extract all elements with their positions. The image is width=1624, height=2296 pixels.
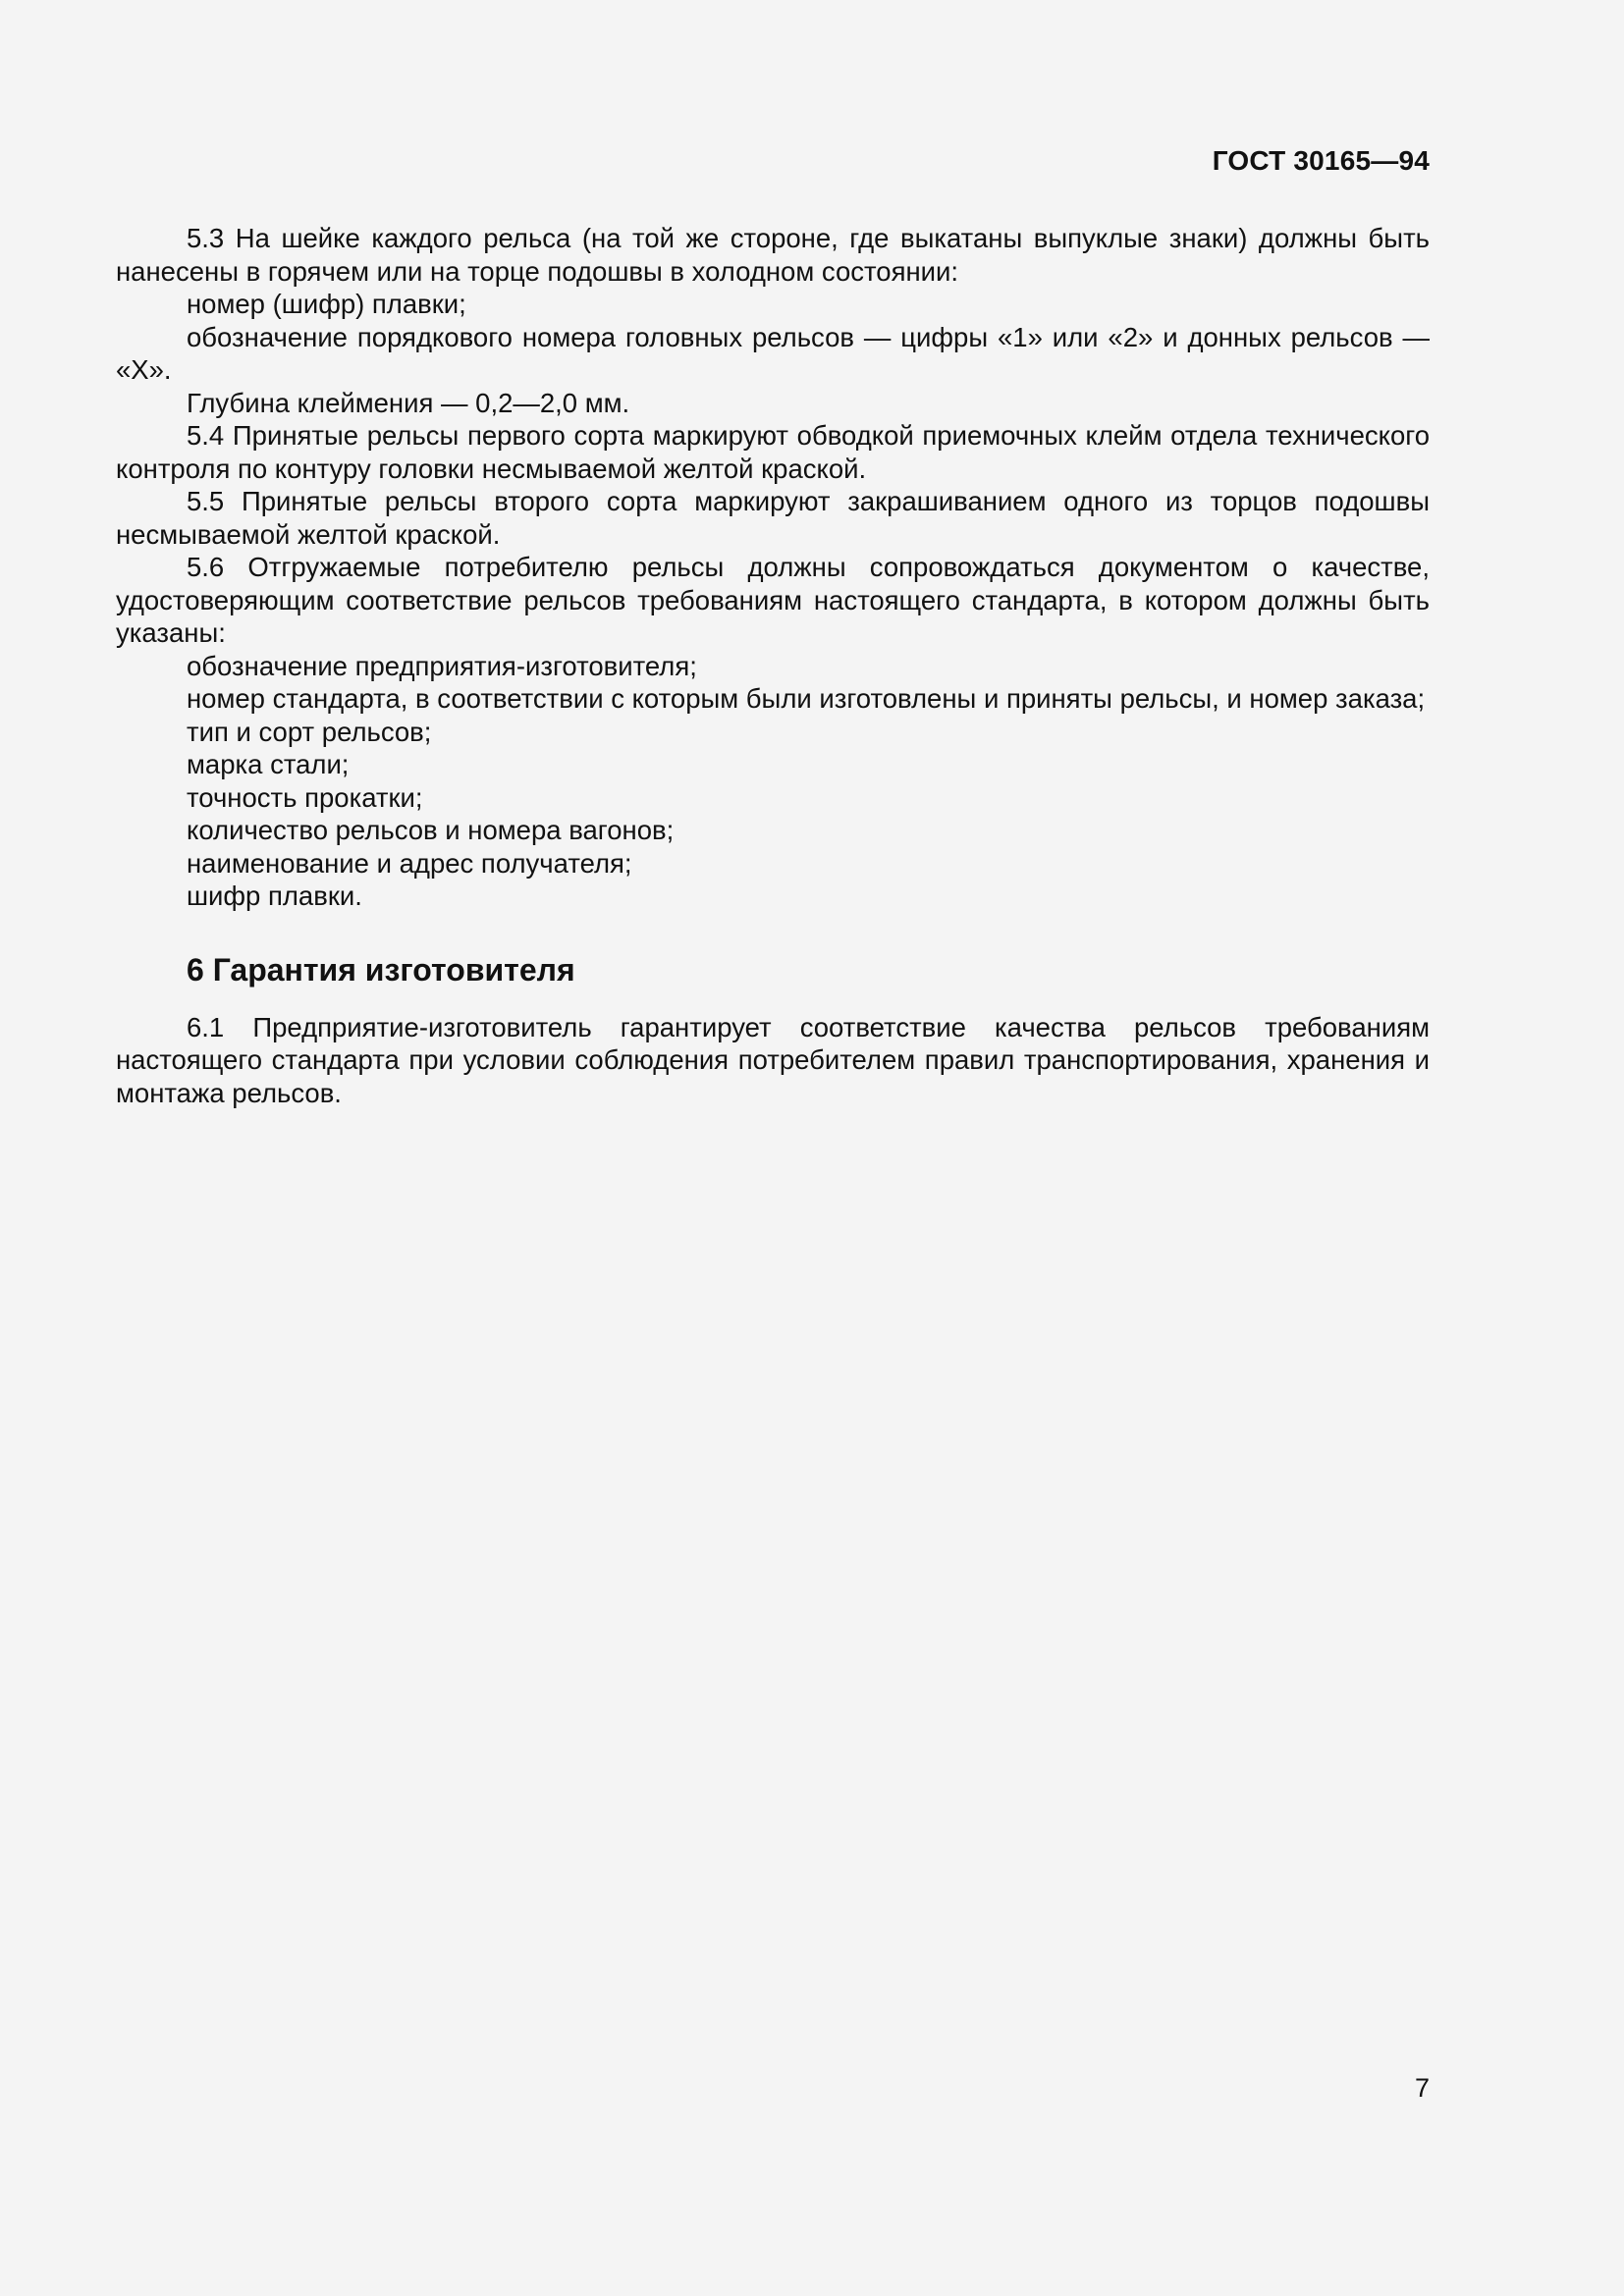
- document-code: ГОСТ 30165—94: [1212, 145, 1430, 176]
- clause-5-3-item-heat-number: номер (шифр) плавки;: [187, 289, 466, 319]
- clause-5-3: [116, 222, 1430, 419]
- list-item: обозначение предприятия-изготовителя;: [187, 650, 697, 681]
- list-item: количество рельсов и номера вагонов;: [187, 815, 675, 845]
- list-item: наименование и адрес получателя;: [187, 847, 632, 879]
- list-item: номер стандарта, в соответствии с которым были изготовлены и приняты рельсы, и номер заказа;: [187, 683, 1426, 714]
- clause-5-4: [116, 419, 1430, 485]
- spacer: [116, 989, 1430, 1011]
- list-item: точность прокатки;: [187, 781, 423, 813]
- clause-6-1-text: 6.1 Предприятие-изготовитель гарантирует соответствие качества рельсов требованиям настоящего стандарта при условии соблюдения потребителем правил транспортирования, хранения и монтажа рельсов.: [116, 1011, 1430, 1108]
- clause-5-3-item-rail-order: обозначение порядкового номера головных рельсов — цифры «1» или «2» и донных рельсов — «X».: [116, 321, 1430, 385]
- section-6-heading: 6 Гарантия изготовителя: [187, 951, 575, 988]
- clause-5-6: [116, 551, 1430, 913]
- clause-5-5-text: 5.5 Принятые рельсы второго сорта маркируют закрашиванием одного из торцов подошвы несмываемой желтой краской.: [116, 486, 1430, 550]
- clause-5-4-text: 5.4 Принятые рельсы первого сорта маркируют обводкой приемочных клейм отдела технического контроля по контуру головки несмываемой желтой краской.: [116, 420, 1430, 484]
- list-item: шифр плавки.: [187, 881, 362, 911]
- clause-5-3-stamp-depth: Глубина клеймения — 0,2—2,0 мм.: [187, 387, 630, 418]
- clause-6-1: [116, 1011, 1430, 1110]
- clause-5-6-text: 5.6 Отгружаемые потребителю рельсы должны сопровождаться документом о качестве, удостоверяющим соответствие рельсов требованиям настоящего стандарта, в котором должны быть указаны:: [116, 552, 1430, 648]
- list-item: тип и сорт рельсов;: [187, 716, 432, 747]
- clause-5-5: [116, 485, 1430, 551]
- page-content: [116, 222, 1430, 1109]
- clause-5-3-text: 5.3 На шейке каждого рельса (на той же стороне, где выкатаны выпуклые знаки) должны быть нанесены в горячем или на торце подошвы в холодном состоянии:: [116, 223, 1430, 287]
- list-item: марка стали;: [187, 749, 350, 779]
- spacer: [116, 913, 1430, 950]
- page-number: 7: [1414, 2073, 1430, 2103]
